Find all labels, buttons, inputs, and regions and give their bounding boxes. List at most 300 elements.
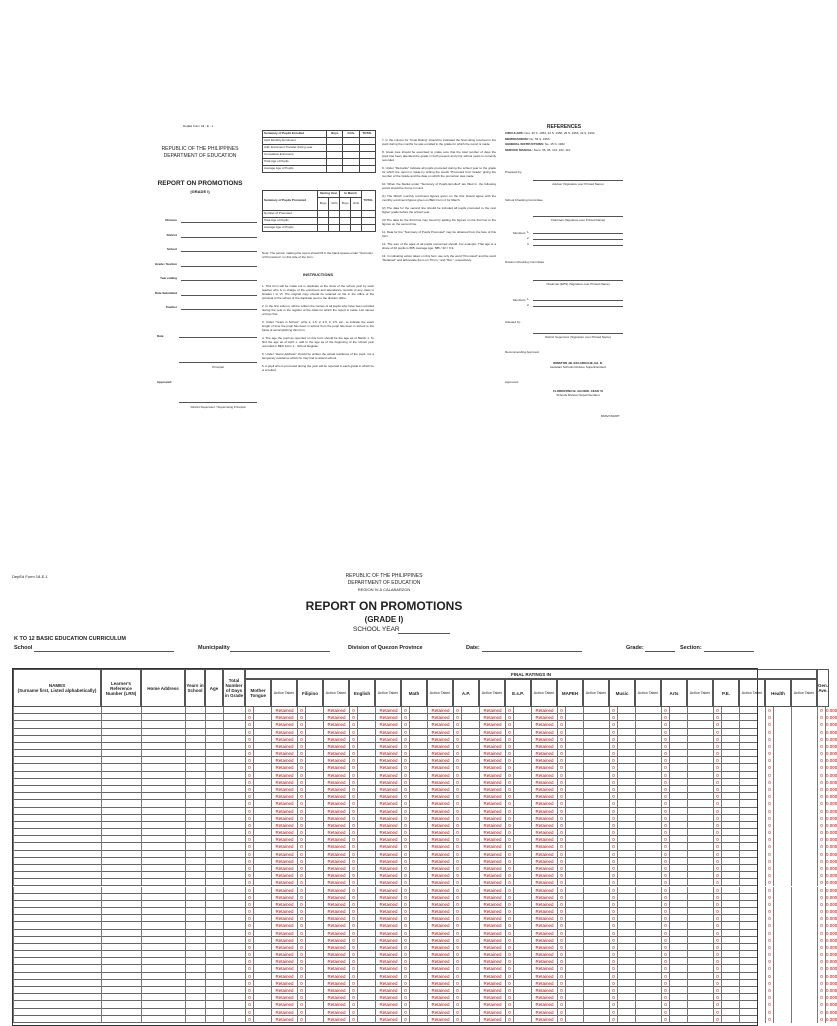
action-taken-cell[interactable]: Retained <box>427 800 453 807</box>
action-taken-cell[interactable] <box>739 987 765 994</box>
rating-cell[interactable]: 0 <box>297 865 305 872</box>
rating-blank[interactable] <box>357 729 375 736</box>
rating-cell[interactable]: 0 <box>401 808 409 815</box>
rating-blank[interactable] <box>721 851 739 858</box>
rating-cell[interactable]: 0 <box>661 965 669 972</box>
rating-blank[interactable] <box>669 786 687 793</box>
rating-cell[interactable]: 0 <box>245 851 253 858</box>
rating-blank[interactable] <box>357 786 375 793</box>
blank-cell[interactable] <box>141 851 185 858</box>
blank-cell[interactable] <box>185 944 205 951</box>
action-taken-cell[interactable] <box>739 965 765 972</box>
blank-cell[interactable] <box>141 858 185 865</box>
action-taken-cell[interactable] <box>635 786 661 793</box>
action-taken-cell[interactable]: Retained <box>479 958 505 965</box>
action-taken-cell[interactable] <box>687 750 713 757</box>
rating-blank[interactable] <box>565 951 583 958</box>
rating-blank[interactable] <box>253 915 271 922</box>
enrolled-value-cell[interactable] <box>359 166 375 173</box>
gen-ave-cell[interactable]: 0.000 <box>826 715 837 721</box>
blank-cell[interactable] <box>101 1016 141 1023</box>
action-taken-cell[interactable] <box>791 829 817 836</box>
rating-cell[interactable]: 0 <box>349 707 357 714</box>
action-taken-cell[interactable] <box>635 894 661 901</box>
action-taken-cell[interactable]: Retained <box>375 887 401 894</box>
gen-ave-zero[interactable]: 0 <box>817 1009 825 1016</box>
action-taken-cell[interactable]: Retained <box>427 750 453 757</box>
rating-cell[interactable]: 0 <box>713 729 721 736</box>
blank-cell[interactable] <box>101 894 141 901</box>
rating-blank[interactable] <box>409 779 427 786</box>
action-taken-cell[interactable] <box>687 937 713 944</box>
rating-blank[interactable] <box>773 879 791 886</box>
blank-cell[interactable] <box>13 743 101 750</box>
rating-cell[interactable]: 0 <box>609 707 617 714</box>
action-taken-cell[interactable] <box>687 779 713 786</box>
action-taken-cell[interactable] <box>791 851 817 858</box>
gen-ave-zero[interactable]: 0 <box>817 750 825 757</box>
blank-cell[interactable] <box>13 829 101 836</box>
rating-cell[interactable]: 0 <box>297 915 305 922</box>
rating-cell[interactable]: 0 <box>713 951 721 958</box>
action-taken-cell[interactable] <box>583 829 609 836</box>
action-taken-cell[interactable] <box>791 757 817 764</box>
action-taken-cell[interactable] <box>583 707 609 714</box>
action-taken-cell[interactable] <box>791 922 817 929</box>
action-taken-cell[interactable]: Retained <box>323 894 349 901</box>
blank-cell[interactable] <box>223 872 245 879</box>
blank-cell[interactable] <box>141 1001 185 1008</box>
action-taken-cell[interactable]: Retained <box>271 779 297 786</box>
action-taken-cell[interactable]: Retained <box>427 808 453 815</box>
gen-ave-cell[interactable]: 0.000 <box>826 995 837 1001</box>
rating-cell[interactable]: 0 <box>505 822 513 829</box>
rating-blank[interactable] <box>721 779 739 786</box>
rating-cell[interactable]: 0 <box>297 822 305 829</box>
action-taken-cell[interactable]: Retained <box>375 1001 401 1008</box>
gen-ave-cell[interactable]: 0.000 <box>826 801 837 807</box>
rating-blank[interactable] <box>721 1009 739 1016</box>
blank-cell[interactable] <box>205 851 223 858</box>
blank-cell[interactable] <box>223 887 245 894</box>
action-taken-cell[interactable] <box>687 721 713 728</box>
gen-ave-zero[interactable]: 0 <box>817 714 825 721</box>
rating-blank[interactable] <box>461 965 479 972</box>
rating-cell[interactable]: 0 <box>609 808 617 815</box>
action-taken-cell[interactable] <box>687 808 713 815</box>
blank-cell[interactable] <box>185 721 205 728</box>
rating-blank[interactable] <box>565 1016 583 1023</box>
gen-ave-cell[interactable]: 0.000 <box>826 830 837 836</box>
rating-blank[interactable] <box>461 779 479 786</box>
action-taken-cell[interactable]: Retained <box>271 994 297 1001</box>
action-taken-cell[interactable] <box>635 980 661 987</box>
blank-cell[interactable] <box>13 822 101 829</box>
action-taken-cell[interactable]: Retained <box>323 865 349 872</box>
rating-cell[interactable]: 0 <box>609 965 617 972</box>
rating-cell[interactable]: 0 <box>245 729 253 736</box>
gen-ave-cell[interactable]: 0.000 <box>826 887 837 893</box>
rating-blank[interactable] <box>721 822 739 829</box>
gen-ave-cell[interactable]: 0.000 <box>826 916 837 922</box>
rating-blank[interactable] <box>669 973 687 980</box>
rating-cell[interactable]: 0 <box>453 829 461 836</box>
rating-blank[interactable] <box>305 779 323 786</box>
rating-blank[interactable] <box>461 937 479 944</box>
action-taken-cell[interactable] <box>739 772 765 779</box>
action-taken-cell[interactable] <box>739 980 765 987</box>
gen-ave-cell[interactable]: 0.000 <box>826 952 837 958</box>
action-taken-cell[interactable]: Retained <box>271 851 297 858</box>
action-taken-cell[interactable]: Retained <box>427 865 453 872</box>
rating-blank[interactable] <box>357 800 375 807</box>
rating-cell[interactable]: 0 <box>453 772 461 779</box>
rating-cell[interactable]: 0 <box>401 707 409 714</box>
rating-cell[interactable]: 0 <box>505 793 513 800</box>
blank-cell[interactable] <box>13 937 101 944</box>
action-taken-cell[interactable]: Retained <box>375 829 401 836</box>
rating-blank[interactable] <box>409 922 427 929</box>
rating-cell[interactable]: 0 <box>349 951 357 958</box>
rating-blank[interactable] <box>305 980 323 987</box>
action-taken-cell[interactable] <box>687 915 713 922</box>
rating-cell[interactable]: 0 <box>557 851 565 858</box>
action-taken-cell[interactable] <box>583 901 609 908</box>
rating-blank[interactable] <box>773 808 791 815</box>
rating-blank[interactable] <box>357 1009 375 1016</box>
rating-cell[interactable]: 0 <box>557 729 565 736</box>
rating-cell[interactable]: 0 <box>609 858 617 865</box>
rating-blank[interactable] <box>669 894 687 901</box>
blank-cell[interactable] <box>205 721 223 728</box>
rating-blank[interactable] <box>773 958 791 965</box>
action-taken-cell[interactable]: Retained <box>479 1001 505 1008</box>
action-taken-cell[interactable]: Retained <box>375 980 401 987</box>
blank-cell[interactable] <box>141 779 185 786</box>
action-taken-cell[interactable]: Retained <box>531 750 557 757</box>
action-taken-cell[interactable]: Retained <box>427 980 453 987</box>
action-taken-cell[interactable]: Retained <box>427 879 453 886</box>
blank-cell[interactable] <box>205 729 223 736</box>
action-taken-cell[interactable]: Retained <box>323 994 349 1001</box>
blank-cell[interactable] <box>185 736 205 743</box>
rating-blank[interactable] <box>253 930 271 937</box>
rating-cell[interactable]: 0 <box>297 786 305 793</box>
rating-blank[interactable] <box>305 958 323 965</box>
rating-blank[interactable] <box>513 872 531 879</box>
rating-blank[interactable] <box>617 750 635 757</box>
action-taken-cell[interactable] <box>791 915 817 922</box>
rating-cell[interactable]: 0 <box>661 1016 669 1023</box>
blank-cell[interactable] <box>13 772 101 779</box>
rating-blank[interactable] <box>773 987 791 994</box>
rating-cell[interactable]: 0 <box>609 721 617 728</box>
action-taken-cell[interactable]: Retained <box>375 901 401 908</box>
action-taken-cell[interactable]: Retained <box>531 901 557 908</box>
action-taken-cell[interactable]: Retained <box>479 994 505 1001</box>
rating-cell[interactable]: 0 <box>557 779 565 786</box>
action-taken-cell[interactable]: Retained <box>531 865 557 872</box>
blank-cell[interactable] <box>101 944 141 951</box>
rating-blank[interactable] <box>357 793 375 800</box>
rating-cell[interactable]: 0 <box>505 894 513 901</box>
gen-ave-zero[interactable]: 0 <box>817 930 825 937</box>
rating-cell[interactable]: 0 <box>245 736 253 743</box>
rating-cell[interactable]: 0 <box>453 901 461 908</box>
rating-cell[interactable]: 0 <box>297 836 305 843</box>
action-taken-cell[interactable] <box>635 944 661 951</box>
blank-cell[interactable] <box>101 800 141 807</box>
rating-blank[interactable] <box>253 772 271 779</box>
rating-cell[interactable]: 0 <box>661 987 669 994</box>
action-taken-cell[interactable] <box>583 736 609 743</box>
rating-cell[interactable]: 0 <box>245 772 253 779</box>
rating-blank[interactable] <box>669 829 687 836</box>
rating-cell[interactable]: 0 <box>713 764 721 771</box>
municipality-line[interactable] <box>230 651 330 652</box>
action-taken-cell[interactable]: Retained <box>479 1016 505 1023</box>
blank-cell[interactable] <box>185 843 205 850</box>
rating-cell[interactable]: 0 <box>557 908 565 915</box>
rating-blank[interactable] <box>669 743 687 750</box>
rating-cell[interactable]: 0 <box>505 980 513 987</box>
rating-blank[interactable] <box>669 872 687 879</box>
blank-cell[interactable] <box>223 757 245 764</box>
rating-blank[interactable] <box>513 707 531 714</box>
rating-cell[interactable]: 0 <box>765 793 773 800</box>
gen-ave-zero[interactable]: 0 <box>817 922 825 929</box>
action-taken-cell[interactable]: Retained <box>271 793 297 800</box>
gen-ave-cell[interactable]: 0.000 <box>826 736 837 742</box>
action-taken-cell[interactable]: Retained <box>375 815 401 822</box>
rating-blank[interactable] <box>669 800 687 807</box>
gen-ave-cell[interactable]: 0.000 <box>826 973 837 979</box>
rating-blank[interactable] <box>669 879 687 886</box>
enrolled-value-cell[interactable] <box>359 138 375 145</box>
gen-ave-cell[interactable]: 0.000 <box>826 729 837 735</box>
gen-ave-cell[interactable]: 0.000 <box>826 808 837 814</box>
action-taken-cell[interactable]: Retained <box>531 1016 557 1023</box>
blank-cell[interactable] <box>185 958 205 965</box>
action-taken-cell[interactable] <box>635 836 661 843</box>
rating-cell[interactable]: 0 <box>245 793 253 800</box>
action-taken-cell[interactable]: Retained <box>427 772 453 779</box>
rating-blank[interactable] <box>305 951 323 958</box>
rating-blank[interactable] <box>721 736 739 743</box>
action-taken-cell[interactable]: Retained <box>271 987 297 994</box>
blank-cell[interactable] <box>141 750 185 757</box>
rating-blank[interactable] <box>669 930 687 937</box>
action-taken-cell[interactable] <box>739 793 765 800</box>
rating-blank[interactable] <box>565 858 583 865</box>
field-line[interactable] <box>181 266 257 267</box>
action-taken-cell[interactable] <box>687 800 713 807</box>
rating-blank[interactable] <box>773 786 791 793</box>
rating-cell[interactable]: 0 <box>661 894 669 901</box>
rating-cell[interactable]: 0 <box>401 1009 409 1016</box>
rating-blank[interactable] <box>461 714 479 721</box>
blank-cell[interactable] <box>101 973 141 980</box>
blank-cell[interactable] <box>101 750 141 757</box>
rating-cell[interactable]: 0 <box>609 980 617 987</box>
rating-cell[interactable]: 0 <box>505 707 513 714</box>
blank-cell[interactable] <box>223 736 245 743</box>
rating-cell[interactable]: 0 <box>297 729 305 736</box>
action-taken-cell[interactable]: Retained <box>375 800 401 807</box>
rating-blank[interactable] <box>305 851 323 858</box>
rating-blank[interactable] <box>721 1016 739 1023</box>
blank-cell[interactable] <box>101 736 141 743</box>
rating-cell[interactable]: 0 <box>661 858 669 865</box>
blank-cell[interactable] <box>13 994 101 1001</box>
rating-cell[interactable]: 0 <box>245 815 253 822</box>
blank-cell[interactable] <box>223 937 245 944</box>
rating-cell[interactable]: 0 <box>453 930 461 937</box>
rating-blank[interactable] <box>617 994 635 1001</box>
action-taken-cell[interactable] <box>583 872 609 879</box>
rating-cell[interactable]: 0 <box>713 901 721 908</box>
action-taken-cell[interactable]: Retained <box>375 714 401 721</box>
action-taken-cell[interactable] <box>583 786 609 793</box>
rating-blank[interactable] <box>721 707 739 714</box>
rating-cell[interactable]: 0 <box>505 800 513 807</box>
blank-cell[interactable] <box>223 879 245 886</box>
action-taken-cell[interactable]: Retained <box>479 729 505 736</box>
action-taken-cell[interactable] <box>635 729 661 736</box>
action-taken-cell[interactable] <box>739 729 765 736</box>
blank-cell[interactable] <box>185 1001 205 1008</box>
field-line[interactable] <box>181 280 257 281</box>
action-taken-cell[interactable]: Retained <box>479 1009 505 1016</box>
gen-ave-cell[interactable]: 0.000 <box>826 937 837 943</box>
rating-cell[interactable]: 0 <box>349 958 357 965</box>
rating-blank[interactable] <box>409 743 427 750</box>
action-taken-cell[interactable] <box>687 764 713 771</box>
action-taken-cell[interactable]: Retained <box>271 714 297 721</box>
rating-blank[interactable] <box>565 729 583 736</box>
action-taken-cell[interactable]: Retained <box>375 937 401 944</box>
rating-cell[interactable]: 0 <box>453 779 461 786</box>
action-taken-cell[interactable] <box>583 987 609 994</box>
promoted-value-cell[interactable] <box>318 211 329 218</box>
rating-cell[interactable]: 0 <box>245 1001 253 1008</box>
blank-cell[interactable] <box>185 1016 205 1023</box>
rating-blank[interactable] <box>461 908 479 915</box>
gen-ave-zero[interactable]: 0 <box>817 779 825 786</box>
enrolled-value-cell[interactable] <box>359 159 375 166</box>
blank-cell[interactable] <box>101 779 141 786</box>
rating-cell[interactable]: 0 <box>349 894 357 901</box>
rating-blank[interactable] <box>773 800 791 807</box>
rating-cell[interactable]: 0 <box>557 800 565 807</box>
rating-blank[interactable] <box>773 779 791 786</box>
action-taken-cell[interactable] <box>791 736 817 743</box>
gen-ave-zero[interactable]: 0 <box>817 772 825 779</box>
rating-blank[interactable] <box>565 887 583 894</box>
rating-blank[interactable] <box>565 764 583 771</box>
action-taken-cell[interactable]: Retained <box>479 894 505 901</box>
rating-blank[interactable] <box>513 829 531 836</box>
rating-blank[interactable] <box>513 901 531 908</box>
rating-blank[interactable] <box>513 772 531 779</box>
rating-cell[interactable]: 0 <box>401 836 409 843</box>
rating-blank[interactable] <box>617 786 635 793</box>
gen-ave-zero[interactable]: 0 <box>817 901 825 908</box>
action-taken-cell[interactable] <box>635 951 661 958</box>
rating-cell[interactable]: 0 <box>765 800 773 807</box>
gen-ave-zero[interactable]: 0 <box>817 851 825 858</box>
rating-cell[interactable]: 0 <box>401 851 409 858</box>
rating-cell[interactable]: 0 <box>505 808 513 815</box>
rating-cell[interactable]: 0 <box>765 764 773 771</box>
blank-cell[interactable] <box>141 908 185 915</box>
rating-blank[interactable] <box>565 908 583 915</box>
rating-cell[interactable]: 0 <box>401 822 409 829</box>
rating-blank[interactable] <box>617 951 635 958</box>
blank-cell[interactable] <box>141 822 185 829</box>
rating-cell[interactable]: 0 <box>401 944 409 951</box>
field-line[interactable] <box>181 309 257 310</box>
rating-cell[interactable]: 0 <box>245 915 253 922</box>
enrolled-value-cell[interactable] <box>343 166 359 173</box>
action-taken-cell[interactable]: Retained <box>427 707 453 714</box>
blank-cell[interactable] <box>141 757 185 764</box>
rating-cell[interactable]: 0 <box>765 915 773 922</box>
action-taken-cell[interactable] <box>687 736 713 743</box>
blank-cell[interactable] <box>185 779 205 786</box>
rating-cell[interactable]: 0 <box>453 865 461 872</box>
action-taken-cell[interactable] <box>739 1001 765 1008</box>
action-taken-cell[interactable]: Retained <box>427 1009 453 1016</box>
action-taken-cell[interactable] <box>635 714 661 721</box>
rating-blank[interactable] <box>357 851 375 858</box>
rating-blank[interactable] <box>253 951 271 958</box>
rating-cell[interactable]: 0 <box>609 836 617 843</box>
action-taken-cell[interactable] <box>791 808 817 815</box>
action-taken-cell[interactable]: Retained <box>271 1001 297 1008</box>
action-taken-cell[interactable] <box>687 829 713 836</box>
rating-cell[interactable]: 0 <box>609 937 617 944</box>
action-taken-cell[interactable] <box>687 973 713 980</box>
action-taken-cell[interactable]: Retained <box>375 757 401 764</box>
rating-cell[interactable]: 0 <box>245 707 253 714</box>
rating-cell[interactable]: 0 <box>401 815 409 822</box>
action-taken-cell[interactable]: Retained <box>531 843 557 850</box>
blank-cell[interactable] <box>141 808 185 815</box>
rating-blank[interactable] <box>565 894 583 901</box>
gen-ave-zero[interactable]: 0 <box>817 858 825 865</box>
action-taken-cell[interactable] <box>583 965 609 972</box>
rating-cell[interactable]: 0 <box>245 1016 253 1023</box>
gen-ave-cell[interactable]: 0.000 <box>826 1002 837 1008</box>
rating-cell[interactable]: 0 <box>557 808 565 815</box>
rating-blank[interactable] <box>357 965 375 972</box>
action-taken-cell[interactable]: Retained <box>375 944 401 951</box>
blank-cell[interactable] <box>101 958 141 965</box>
rating-blank[interactable] <box>461 743 479 750</box>
rating-blank[interactable] <box>773 887 791 894</box>
action-taken-cell[interactable] <box>687 843 713 850</box>
blank-cell[interactable] <box>223 822 245 829</box>
rating-cell[interactable]: 0 <box>609 1016 617 1023</box>
rating-blank[interactable] <box>721 721 739 728</box>
gen-ave-zero[interactable]: 0 <box>817 786 825 793</box>
action-taken-cell[interactable] <box>687 786 713 793</box>
rating-blank[interactable] <box>253 858 271 865</box>
rating-blank[interactable] <box>617 822 635 829</box>
rating-blank[interactable] <box>513 944 531 951</box>
enrolled-value-cell[interactable] <box>327 152 343 159</box>
